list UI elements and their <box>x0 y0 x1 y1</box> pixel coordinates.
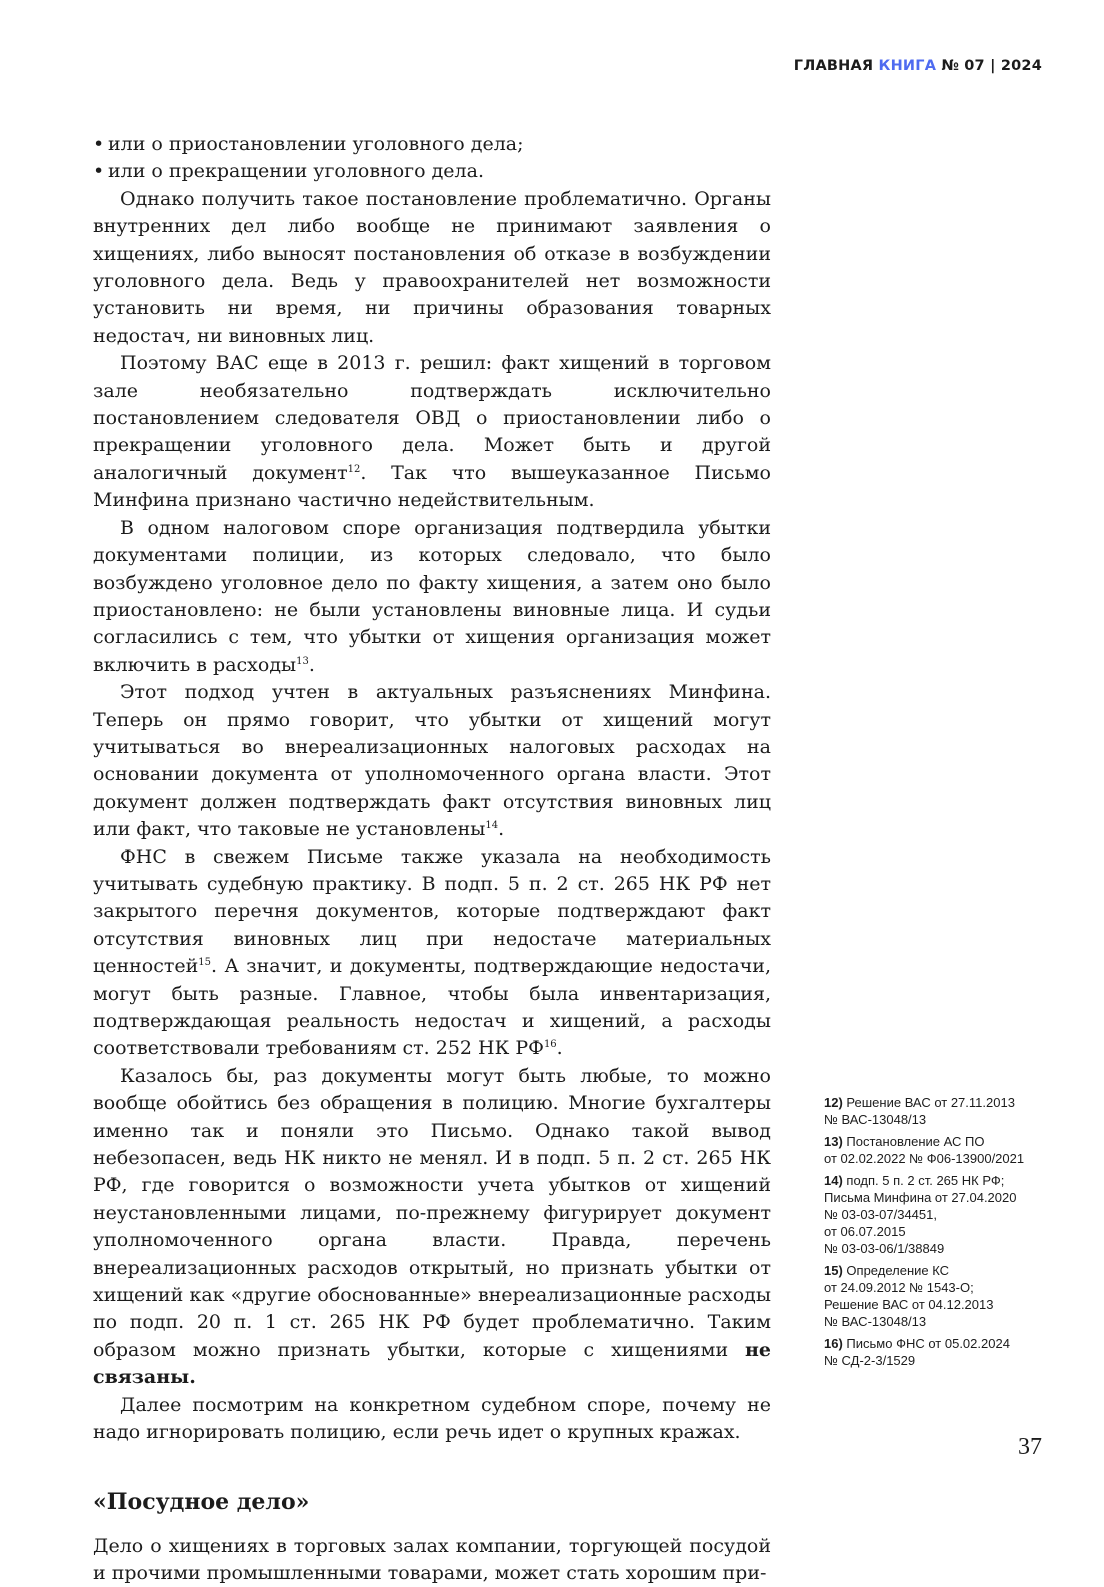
footnotes <box>824 1094 1064 1374</box>
paragraph-text: Этот подход учтен в актуальных разъяснениях Минфина. Теперь он прямо говорит, что убытки от хищений могут учитываться во внереализационных налоговых расходах на основании документа от уполномоченного органа власти. Этот документ должен подтверждать факт отсутствия виновных лиц или факт, что таковые не установлены <box>93 681 771 840</box>
list-item <box>93 158 771 185</box>
footnote-number: 15) <box>824 1263 843 1278</box>
footnote-text: Решение ВАС от 27.11.2013 <box>846 1095 1015 1110</box>
footnote-ref: 12 <box>348 464 361 475</box>
bullet-icon: • <box>93 158 104 185</box>
footnote <box>824 1133 1064 1167</box>
footnote-number: 16) <box>824 1336 843 1351</box>
paragraph-text: . Так что вышеуказанное Письмо Минфина признано частично недействительным. <box>93 462 771 511</box>
footnote-text: подп. 5 п. 2 ст. 265 НК РФ; <box>846 1173 1004 1188</box>
footnote-number: 12) <box>824 1095 843 1110</box>
footnote-number: 14) <box>824 1173 843 1188</box>
footnote-text: Постановление АС ПО <box>846 1134 984 1149</box>
paragraph: Дело о хищениях в торговых залах компании, торгующей посудой и прочими промышленными товарами, может стать хорошим при- <box>93 1533 771 1587</box>
paragraph-text: . <box>557 1037 563 1059</box>
footnote-text: № ВАС-13048/13 <box>824 1111 1064 1128</box>
paragraph-text: . <box>498 818 504 840</box>
footnote-text: Решение ВАС от 04.12.2013 <box>824 1296 1064 1313</box>
paragraph <box>93 515 771 679</box>
footnote-text: от 24.09.2012 № 1543-О; <box>824 1279 1064 1296</box>
footnote-ref: 16 <box>544 1039 557 1050</box>
footnote <box>824 1094 1064 1128</box>
header-title-accent: КНИГА <box>879 58 937 74</box>
footnote <box>824 1262 1064 1330</box>
header-title: ГЛАВНАЯ <box>794 58 879 74</box>
paragraph-text: . <box>309 654 315 676</box>
magazine-header <box>794 58 1042 74</box>
paragraph <box>93 679 771 843</box>
page-number: 37 <box>1018 1434 1042 1461</box>
list-item-text: или о приостановлении уголовного дела; <box>108 133 524 155</box>
section-heading: «Посудное дело» <box>93 1487 771 1517</box>
paragraph <box>93 350 771 514</box>
footnote-text: Определение КС <box>846 1263 949 1278</box>
paragraph: Однако получить такое постановление проблематично. Органы внутренних дел либо вообще не принимают заявления о хищениях, либо выносят постановления об отказе в возбуждении уголовного дела. Ведь у правоохранителей нет возможности установить ни время, ни причины образования товарных недостач, ни виновных лиц. <box>93 186 771 350</box>
article-body <box>93 131 771 1587</box>
list-item <box>93 131 771 158</box>
paragraph <box>93 844 771 1063</box>
footnote-ref: 14 <box>485 820 498 831</box>
footnote-text: от 02.02.2022 № Ф06-13900/2021 <box>824 1150 1064 1167</box>
paragraph <box>93 1063 771 1392</box>
paragraph-text: Казалось бы, раз документы могут быть любые, то можно вообще обойтись без обращения в полицию. Многие бухгалтеры именно так и поняли это Письмо. Однако такой вывод небезопасен, ведь НК никто не менял. И в подп. 5 п. 2 ст. 265 НК РФ, где говорится о возможности учета убытков от хищений неустановленными лицами, по-прежнему фигурирует документ уполномоченного органа власти. Правда, перечень внереализационных расходов открытый, но признать убытки от хищений как «другие обоснованные» внереализационные расходы по подп. 20 п. 1 ст. 265 НК РФ будет проблематично. Таким образом можно признать убытки, которые с хищениями <box>93 1065 771 1361</box>
paragraph-text: Поэтому ВАС еще в 2013 г. решил: факт хищений в торговом зале необязательно подтверждать исключительно постановлением следователя ОВД о приостановлении либо о прекращении уголовного дела. Может быть и другой аналогичный документ <box>93 352 771 484</box>
footnote <box>824 1335 1064 1369</box>
footnote-text: № 03-03-06/1/38849 <box>824 1240 1064 1257</box>
header-issue: № 07 | 2024 <box>936 58 1042 74</box>
bullet-list <box>93 131 771 186</box>
footnote-text: Письма Минфина от 27.04.2020 <box>824 1189 1064 1206</box>
emphasis: не связаны. <box>93 1339 771 1388</box>
footnote-text: Письмо ФНС от 05.02.2024 <box>846 1336 1010 1351</box>
list-item-text: или о прекращении уголовного дела. <box>108 160 484 182</box>
footnote-ref: 15 <box>198 957 211 968</box>
footnote-text: № 03-03-07/34451, <box>824 1206 1064 1223</box>
footnote-text: № ВАС-13048/13 <box>824 1313 1064 1330</box>
paragraph-text: . А значит, и документы, подтверждающие недостачи, могут быть разные. Главное, чтобы была инвентаризация, подтверждающая реальность недостач и хищений, а расходы соответствовали требованиям ст. 252 НК РФ <box>93 955 771 1059</box>
paragraph: Далее посмотрим на конкретном судебном споре, почему не надо игнорировать полицию, если речь идет о крупных кражах. <box>93 1392 771 1447</box>
footnote-text: от 06.07.2015 <box>824 1223 1064 1240</box>
paragraph-text: В одном налоговом споре организация подтвердила убытки документами полиции, из которых следовало, что было возбуждено уголовное дело по факту хищения, а затем оно было приостановлено: не были установлены виновные лица. И судьи согласились с тем, что убытки от хищения организация может включить в расходы <box>93 517 771 676</box>
footnote-number: 13) <box>824 1134 843 1149</box>
footnote <box>824 1172 1064 1257</box>
bullet-icon: • <box>93 131 104 158</box>
paragraph-text: ФНС в свежем Письме также указала на необходимость учитывать судебную практику. В подп. 5 п. 2 ст. 265 НК РФ нет закрытого перечня документов, которые подтверждают факт отсутствия виновных лиц при недостаче материальных ценностей <box>93 846 771 978</box>
footnote-ref: 13 <box>296 656 309 667</box>
footnote-text: № СД-2-3/1529 <box>824 1352 1064 1369</box>
